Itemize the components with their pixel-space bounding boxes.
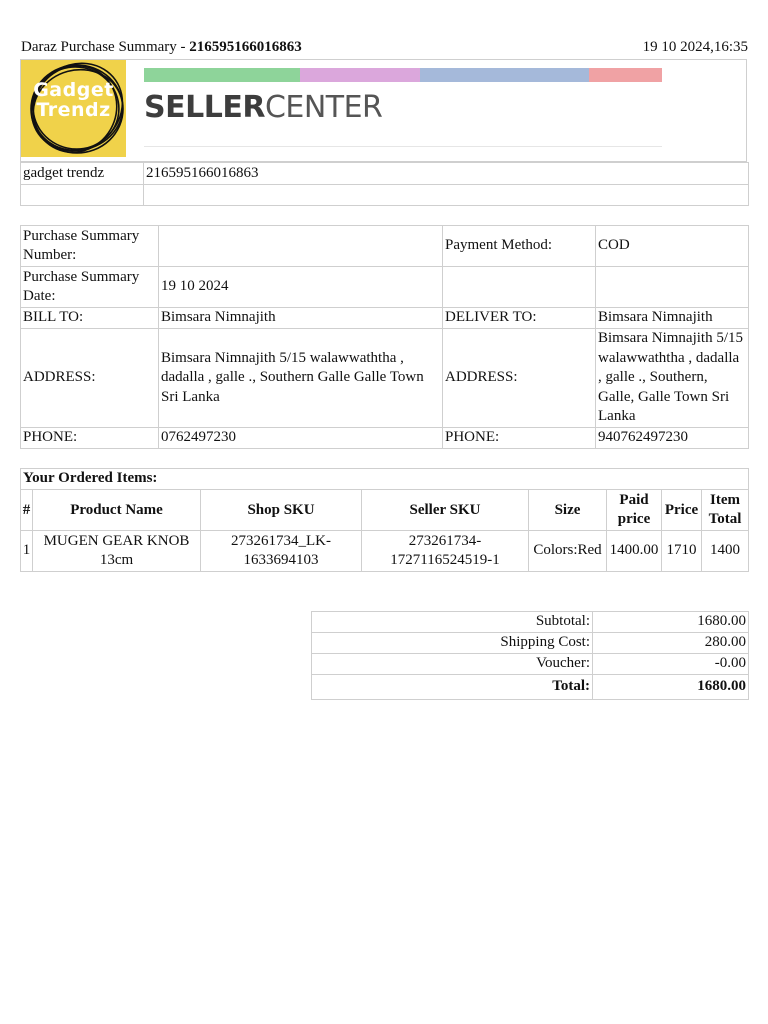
deliver-phone-label: PHONE:	[443, 428, 596, 449]
shipping-cost-value: 280.00	[593, 633, 749, 654]
payment-method-value: COD	[596, 226, 749, 267]
deliver-phone-value: 940762497230	[596, 428, 749, 449]
logo-line-2: Trendz	[36, 99, 111, 121]
seller-center-logo	[144, 86, 382, 130]
seller-center-bold: SELLER	[144, 90, 265, 125]
subtotal-label: Subtotal:	[312, 612, 593, 633]
item-num: 1	[21, 531, 33, 572]
color-bar-blue	[420, 68, 589, 82]
bill-phone-label: PHONE:	[21, 428, 159, 449]
col-header-price: Price	[662, 490, 702, 531]
order-number: 216595166016863	[189, 39, 302, 55]
item-paid-price: 1400.00	[607, 531, 662, 572]
totals-table	[311, 611, 749, 700]
shop-empty-cell	[144, 185, 749, 206]
summary-date-value: 19 10 2024	[159, 267, 443, 308]
deliver-address-label: ADDRESS:	[443, 329, 596, 428]
subtotal-value: 1680.00	[593, 612, 749, 633]
bill-address-label: ADDRESS:	[21, 329, 159, 428]
voucher-value: -0.00	[593, 654, 749, 675]
title-prefix: Daraz Purchase Summary -	[21, 39, 190, 55]
bill-phone-value: 0762497230	[159, 428, 443, 449]
color-bar-pink	[300, 68, 420, 82]
voucher-label: Voucher:	[312, 654, 593, 675]
seller-center-color-bar	[144, 68, 662, 82]
bill-to-value: Bimsara Nimnajith	[159, 308, 443, 329]
shop-order-id: 216595166016863	[144, 163, 749, 185]
item-total: 1400	[702, 531, 749, 572]
col-header-item-total: Item Total	[702, 490, 749, 531]
print-datetime: 19 10 2024,16:35	[642, 39, 748, 55]
col-header-size: Size	[529, 490, 607, 531]
empty-cell	[596, 267, 749, 308]
col-header-seller-sku: Seller SKU	[362, 490, 529, 531]
item-shop-sku: 273261734_LK-1633694103	[201, 531, 362, 572]
summary-number-value	[159, 226, 443, 267]
color-bar-red	[589, 68, 662, 82]
col-header-paid-price: Paid price	[607, 490, 662, 531]
col-header-shop-sku: Shop SKU	[201, 490, 362, 531]
item-product-name: MUGEN GEAR KNOB 13cm	[33, 531, 201, 572]
table-row	[21, 531, 749, 572]
shipping-cost-label: Shipping Cost:	[312, 633, 593, 654]
col-header-num: #	[21, 490, 33, 531]
shop-logo	[21, 60, 126, 157]
item-size: Colors:Red	[529, 531, 607, 572]
deliver-to-label: DELIVER TO:	[443, 308, 596, 329]
ordered-items-caption: Your Ordered Items:	[21, 469, 749, 490]
summary-number-label: Purchase Summary Number:	[21, 226, 159, 267]
bill-to-label: BILL TO:	[21, 308, 159, 329]
summary-date-label: Purchase Summary Date:	[21, 267, 159, 308]
seller-center-light: CENTER	[264, 90, 383, 125]
color-bar-green	[144, 68, 300, 82]
shop-table	[20, 162, 749, 206]
total-value: 1680.00	[593, 675, 749, 700]
shop-empty-cell	[21, 185, 144, 206]
deliver-address-value: Bimsara Nimnajith 5/15 walawwaththa , dadalla , galle ., Southern, Galle, Galle Town Sri Lanka	[596, 329, 749, 428]
total-label: Total:	[312, 675, 593, 700]
item-seller-sku: 273261734-1727116524519-1	[362, 531, 529, 572]
logo-wordmark	[21, 80, 126, 120]
payment-method-label: Payment Method:	[443, 226, 596, 267]
purchase-info-table	[20, 225, 749, 449]
shop-name: gadget trendz	[21, 163, 144, 185]
item-price: 1710	[662, 531, 702, 572]
col-header-product: Product Name	[33, 490, 201, 531]
deliver-to-value: Bimsara Nimnajith	[596, 308, 749, 329]
empty-cell	[443, 267, 596, 308]
seller-center-divider	[144, 146, 662, 147]
ordered-items-table	[20, 468, 749, 572]
logo-line-1: Gadget	[33, 79, 114, 101]
document-title	[21, 39, 302, 56]
bill-address-value: Bimsara Nimnajith 5/15 walawwaththa , dadalla , galle ., Southern Galle Galle Town Sri Lanka	[159, 329, 443, 428]
